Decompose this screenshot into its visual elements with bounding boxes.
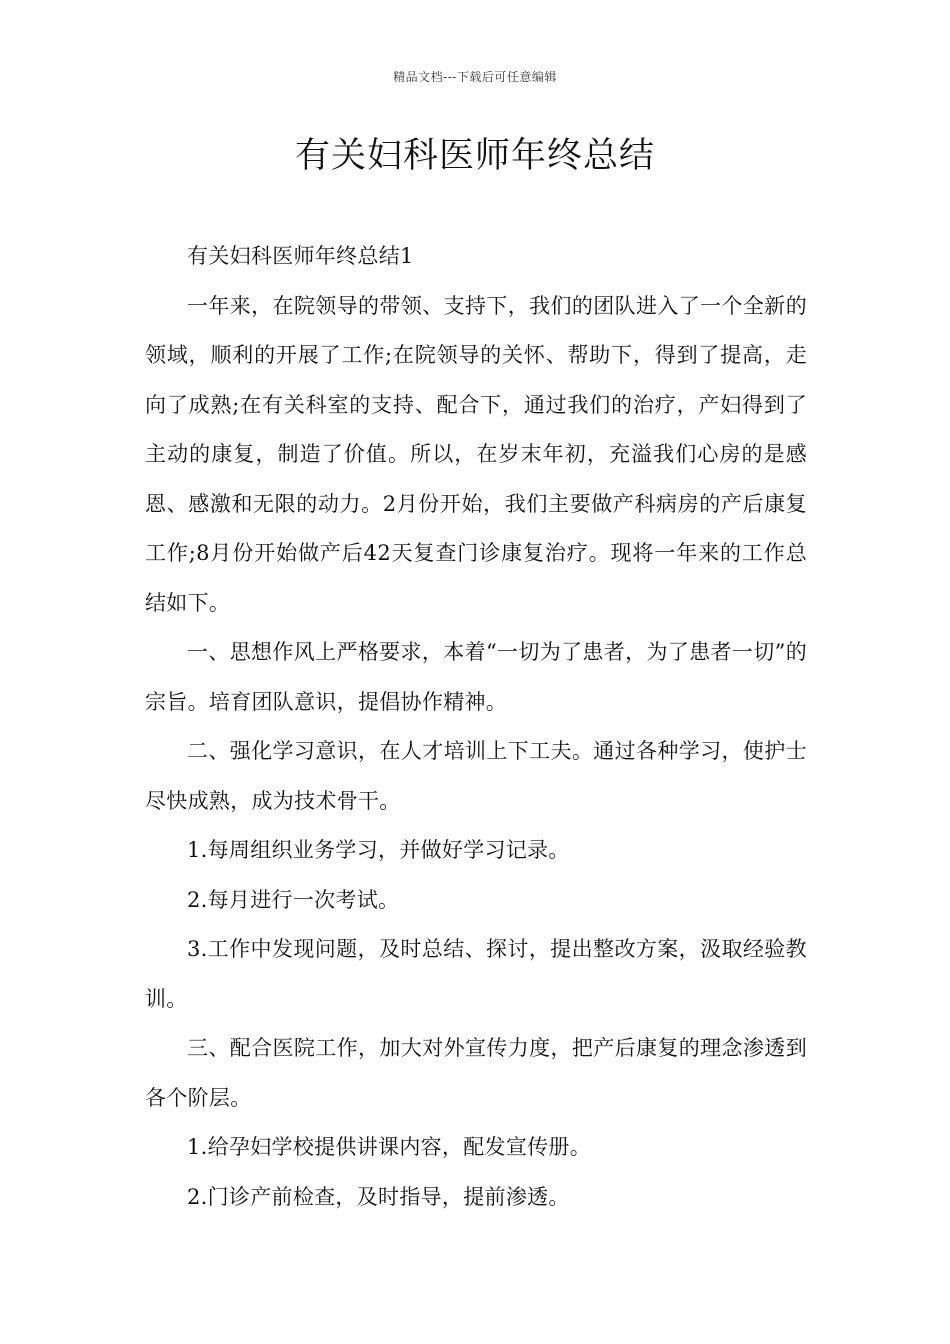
list-item: 1.每周组织业务学习，并做好学习记录。 [187,838,570,862]
body-paragraph: 二、强化学习意识，在人才培训上下工夫。通过各种学习，使护士尽快成熟，成为技术骨干。 [145,739,807,813]
list-item: 2.每月进行一次考试。 [187,887,400,912]
body-paragraph: 一、思想作风上严格要求，本着“一切为了患者，为了患者一切”的宗旨。培育团队意识，提倡协作精神。 [145,640,807,714]
document-body [145,232,807,1222]
body-paragraph: 三、配合医院工作，加大对外宣传力度，把产后康复的理念渗透到各个阶层。 [145,1036,807,1110]
document-title: 有关妇科医师年终总结 [294,136,655,176]
body-paragraph: 一年来，在院领导的带领、支持下，我们的团队进入了一个全新的领域，顺利的开展了工作;在院领导的关怀、帮助下，得到了提高，走向了成熟;在有关科室的支持、配合下，通过我们的治疗，产妇得到了主动的康复，制造了价值。所以，在岁末年初，充溢我们心房的是感恩、感激和无限的动力。2月份开始，我们主要做产科病房的产后康复工作;8月份开始做产后42天复查门诊康复治疗。现将一年来的工作总结如下。 [145,293,807,615]
header-note: 精品文档---下载后可任意编辑 [393,70,557,84]
list-item: 2.门诊产前检查，及时指导，提前渗透。 [187,1184,570,1209]
list-item: 1.给孕妇学校提供讲课内容，配发宣传册。 [187,1135,592,1159]
section-heading: 有关妇科医师年终总结1 [187,244,414,268]
list-item: 3.工作中发现问题，及时总结、探讨，提出整改方案，汲取经验教训。 [145,937,807,1011]
